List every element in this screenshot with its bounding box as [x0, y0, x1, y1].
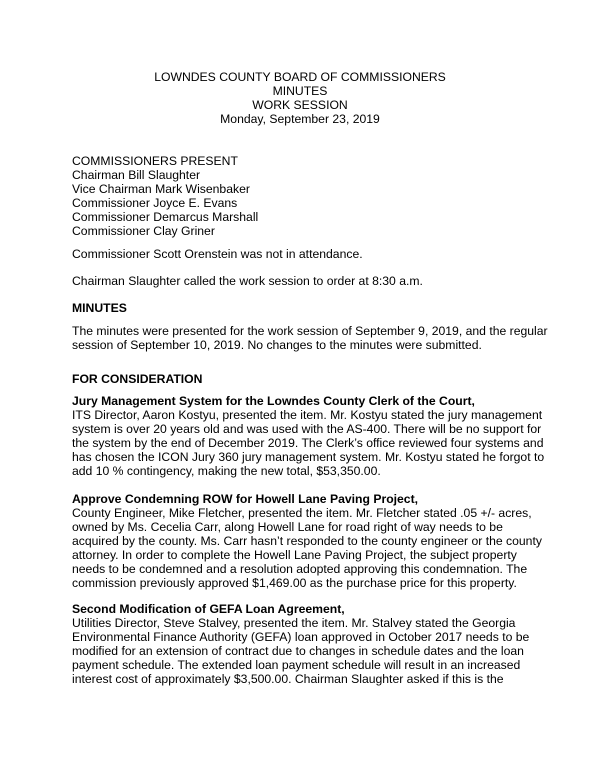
- consideration-heading-text: FOR CONSIDERATION: [72, 372, 203, 386]
- header-minutes: MINUTES: [272, 84, 328, 98]
- present-member: Chairman Bill Slaughter: [72, 168, 201, 182]
- header-date: Monday, September 23, 2019: [220, 112, 380, 126]
- absent-note: [72, 247, 536, 261]
- item-paragraph: [72, 506, 542, 590]
- minutes-heading-text: MINUTES: [72, 301, 127, 315]
- item-title: [72, 602, 536, 616]
- document-header: [0, 70, 600, 126]
- item-line: needs to be condemned and a resolution adopted approving this condemnation. The: [72, 562, 528, 576]
- consideration-heading: [72, 372, 536, 386]
- item-paragraph: [72, 616, 536, 686]
- item-line: Utilities Director, Steve Stalvey, presented the item. Mr. Stalvey stated the Georgia: [72, 616, 516, 630]
- present-member: Commissioner Demarcus Marshall: [72, 210, 259, 224]
- minutes-line: The minutes were presented for the work session of September 9, 2019, and the regular: [72, 324, 548, 338]
- present-heading: COMMISSIONERS PRESENT: [72, 154, 238, 168]
- present-member: Commissioner Clay Griner: [72, 224, 215, 238]
- item-title-text: Jury Management System for the Lowndes County Clerk of the Court,: [72, 394, 475, 408]
- header-title: LOWNDES COUNTY BOARD OF COMMISSIONERS: [154, 70, 446, 84]
- item-title: [72, 394, 536, 408]
- item-line: interest cost of approximately $3,500.00. Chairman Slaughter asked if this is the: [72, 672, 504, 686]
- item-line: ITS Director, Aaron Kostyu, presented the item. Mr. Kostyu stated the jury management: [72, 408, 543, 422]
- minutes-paragraph: [72, 324, 548, 352]
- item-line: owned by Ms. Cecelia Carr, along Howell Lane for road right of way needs to be: [72, 520, 503, 534]
- item-line: modified for an extension of contract due to changes in schedule dates and the loan: [72, 644, 524, 658]
- item-line: system is over 20 years old and was used with the AS-400. There will be no support for: [72, 422, 542, 436]
- item-paragraph: [72, 408, 545, 478]
- item-line: add 10 % contingency, making the new total, $53,350.00.: [72, 464, 381, 478]
- item-line: attorney. In order to complete the Howell Lane Paving Project, the subject property: [72, 548, 517, 562]
- item-line: payment schedule. The extended loan payment schedule will result in an increased: [72, 658, 521, 672]
- present-member: Commissioner Joyce E. Evans: [72, 196, 238, 210]
- minutes-line: session of September 10, 2019. No changes to the minutes were submitted.: [72, 338, 482, 352]
- item-title-text: Approve Condemning ROW for Howell Lane Paving Project,: [72, 492, 419, 506]
- item-line: has chosen the ICON Jury 360 jury management system. Mr. Kostyu stated he forgot to: [72, 450, 545, 464]
- absent-text: Commissioner Scott Orenstein was not in attendance.: [72, 247, 363, 261]
- item-line: the system by the end of December 2019. The Clerk’s office reviewed four systems and: [72, 436, 544, 450]
- item-line: commission previously approved $1,469.00 as the purchase price for this property.: [72, 576, 517, 590]
- call-to-order-text: Chairman Slaughter called the work session to order at 8:30 a.m.: [72, 274, 423, 288]
- header-session-type: WORK SESSION: [252, 98, 348, 112]
- item-line: County Engineer, Mike Fletcher, presented the item. Mr. Fletcher stated .05 +/- acres,: [72, 506, 532, 520]
- item-title: [72, 492, 536, 506]
- present-member: Vice Chairman Mark Wisenbaker: [72, 182, 250, 196]
- minutes-heading: [72, 301, 536, 315]
- item-line: Environmental Finance Authority (GEFA) loan approved in October 2017 needs to be: [72, 630, 530, 644]
- call-to-order: [72, 274, 536, 288]
- commissioners-present: [72, 154, 536, 238]
- item-line: acquired by the county. Ms. Carr hasn’t responded to the county engineer or the county: [72, 534, 542, 548]
- item-title-text: Second Modification of GEFA Loan Agreement,: [72, 602, 345, 616]
